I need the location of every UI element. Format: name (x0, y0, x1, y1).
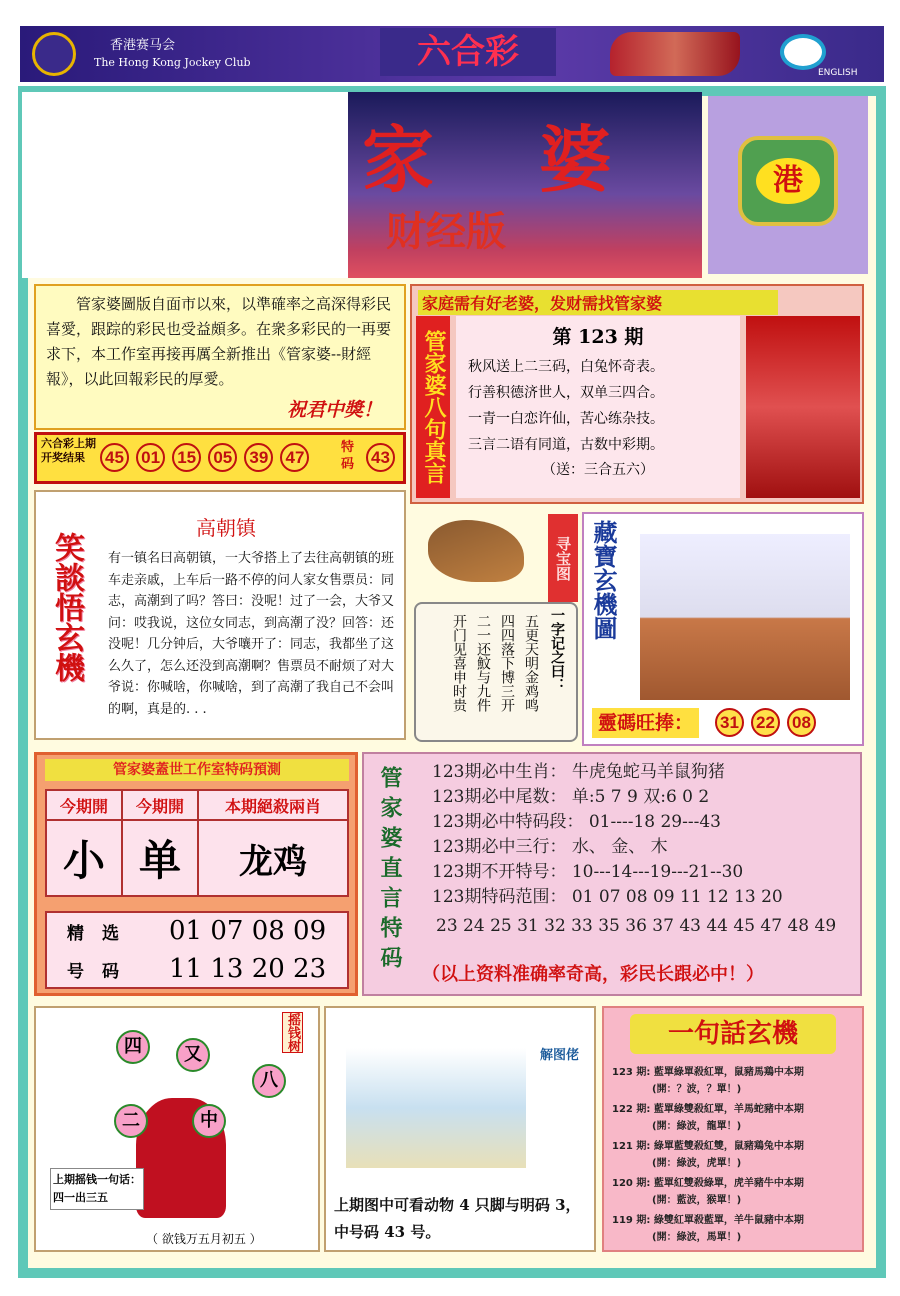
riddle-line: 藍單綠單殺紅單，鼠豬馬鶏中本期 (653, 1067, 804, 1078)
joke-title: 高朝镇 (196, 516, 256, 540)
col-head-1: 今期開 (46, 790, 122, 820)
pick-panel (45, 911, 349, 989)
poem-headline: 家庭需有好老婆，发财需找管家婆 (418, 290, 778, 315)
riddle-list (612, 1064, 860, 1246)
banner-subtitle: 财经版 (386, 208, 506, 255)
pick-row-1: 01 07 08 09 (169, 916, 327, 946)
poem-box (410, 284, 864, 504)
banner-title: 家 婆 (362, 117, 652, 202)
result-ball: 15 (172, 443, 201, 472)
joke-text: 有一镇名曰高朝镇，一大爷搭上了去往高朝镇的班车走亲戚，上车后一路不停的问人家女售票员：同志，高潮到了吗？答曰：没呢！过了一会，大爷又问：哎我说，这位女同志，到高潮了没？回答：还没呢！几分钟后，大爷嚷开了：同志，我都坐了这么久了，怎么还没到高潮啊？售票员不耐烦了对大爷说：你喊啥，你喊啥，到了高潮了我自己不会叫的啊，真是的. . . (108, 551, 395, 717)
special-label: 特码 (341, 440, 355, 472)
lotto-logo-icon (780, 34, 826, 70)
pred-value-1: 小 (46, 820, 122, 896)
poem-issue: 第 123 期 (552, 326, 644, 348)
direct-extra: 23 24 25 31 32 33 35 36 37 43 44 45 47 48 49 (436, 916, 837, 936)
riddle-issue: 120 期: (612, 1178, 651, 1189)
scroll-column: 五更天明金鸡鸣 (523, 614, 539, 712)
lucky-ball: 08 (787, 708, 816, 737)
poem-line: 行善积德济世人，双单三四合。 (468, 385, 664, 401)
scroll-column: 一字记之曰： (549, 608, 565, 692)
scroll-column: 开门见喜申时贵 (451, 614, 467, 712)
poem-line: 三言二语有同道，古数中彩期。 (468, 437, 664, 453)
scroll-column: 四四落下博三开 (499, 614, 515, 712)
riddle-answer: (開：綠波，龍單！) (652, 1121, 742, 1132)
puzzle-box (324, 1006, 596, 1252)
riddle-item (612, 1212, 860, 1246)
scroll-column: 二一还魰与九件 (475, 614, 491, 712)
treasure-box (582, 512, 864, 746)
result-ball: 39 (244, 443, 273, 472)
org-name-en: The Hong Kong Jockey Club (94, 56, 251, 69)
riddle-item (612, 1138, 860, 1172)
puzzle-badge: 解图佬 (540, 1048, 580, 1063)
riddle-issue: 122 期: (612, 1104, 651, 1115)
direct-line: 123期不开特号： 10---14---19---21--30 (432, 862, 744, 882)
tree-tag: 摇钱树 (282, 1012, 303, 1053)
joke-side-title: 笑談悟玄機 (49, 532, 84, 682)
pick-row-2: 11 13 20 23 (169, 954, 327, 984)
workshop-box (34, 752, 358, 996)
riddle-line: 綠雙紅單殺藍單，羊牛鼠豬中本期 (653, 1215, 804, 1226)
treasure-stamp: 寻宝图 (548, 514, 578, 602)
riddle-line: 綠單藍雙殺紅雙，鼠豬鶏兔中本期 (653, 1141, 804, 1152)
riddle-issue: 119 期: (612, 1215, 651, 1226)
tree-fruit: 又 (176, 1038, 210, 1072)
tree-fruit: 四 (116, 1030, 150, 1064)
banner-white-block (22, 92, 348, 278)
pick-label-1: 精选 (67, 924, 137, 944)
riddle-item (612, 1064, 860, 1098)
direct-lines (432, 760, 783, 910)
riddle-answer: (開：綠波，馬單！) (652, 1232, 742, 1243)
direct-box (362, 752, 862, 996)
tree-fruit: 二 (114, 1104, 148, 1138)
riddle-issue: 121 期: (612, 1141, 651, 1152)
org-name-cn: 香港赛马会 (110, 38, 176, 53)
col-head-3: 本期絕殺兩肖 (198, 790, 348, 820)
tree-note: 上期摇钱一句话：四一出三五 (50, 1168, 144, 1210)
riddle-title: 一句話玄機 (630, 1014, 836, 1054)
riddle-answer: (開：藍波，猴單！) (652, 1195, 742, 1206)
last-result-bar (34, 432, 406, 484)
poem-note: （送：三合五六） (542, 462, 654, 478)
last-result-label: 六合彩上期开奖结果 (41, 437, 96, 464)
result-ball: 47 (280, 443, 309, 472)
result-ball: 01 (136, 443, 165, 472)
direct-line: 123期特码范围： 01 07 08 09 11 12 13 20 (432, 887, 783, 907)
prediction-table (45, 789, 349, 897)
hk-lantern-panel (708, 96, 868, 274)
col-head-2: 今期開 (122, 790, 198, 820)
intro-wish: 祝君中獎！ (286, 399, 382, 421)
riddle-answer: (開：？波，？單！) (652, 1084, 742, 1095)
direct-line: 123期必中尾数： 单:5 7 9 双:6 0 2 (432, 787, 710, 807)
scroll-paper (414, 602, 578, 742)
riddle-line: 藍單紅雙殺綠單，虎羊豬牛中本期 (653, 1178, 804, 1189)
direct-line: 123期必中特码段： 01----18 29---43 (432, 812, 721, 832)
riddle-item (612, 1101, 860, 1135)
poem-line: 一青一白恋许仙，苦心练杂技。 (468, 411, 664, 427)
intro-text: 管家婆圖版自面市以來，以準確率之高深得彩民喜愛，跟踪的彩民也受益頗多。在衆多彩民的一再要求下，本工作室再接再厲全新推出《管家婆--財經報》，以此回報彩民的厚愛。 (46, 295, 392, 388)
lucky-ball: 22 (751, 708, 780, 737)
direct-footer: （以上资料准确率奇高，彩民长跟必中！） (422, 964, 764, 985)
lucky-ball: 31 (715, 708, 744, 737)
riddle-item (612, 1175, 860, 1209)
direct-line: 123期必中三行： 水、 金、 木 (432, 837, 668, 857)
result-ball: 05 (208, 443, 237, 472)
tree-fruit: 中 (192, 1104, 226, 1138)
pred-value-3: 龙鸡 (198, 820, 348, 896)
pick-label-2: 号码 (67, 962, 137, 982)
english-link[interactable]: ENGLISH (818, 68, 858, 78)
horses-icon (610, 32, 740, 76)
intro-box (34, 284, 406, 430)
riddle-answer: (開：綠波，虎單！) (652, 1158, 742, 1169)
poem-side-title: 管家婆八句真言 (416, 316, 450, 498)
joke-box (34, 490, 406, 740)
bride-image (746, 316, 860, 498)
treasure-label: 靈碼旺捧： (592, 708, 699, 738)
special-ball: 43 (366, 443, 395, 472)
tree-fruit: 八 (252, 1064, 286, 1098)
header-title: 六合彩 (380, 28, 556, 76)
riddle-line: 藍單綠雙殺紅單，羊馬蛇豬中本期 (653, 1104, 804, 1115)
top-header (20, 26, 884, 82)
result-ball: 45 (100, 443, 129, 472)
tree-box (34, 1006, 320, 1252)
treasure-side-title: 藏寶玄機圖 (589, 520, 618, 640)
riddle-issue: 123 期: (612, 1067, 651, 1078)
pred-value-2: 单 (122, 820, 198, 896)
riddle-box (602, 1006, 864, 1252)
lantern-badge: 港 (756, 158, 820, 204)
poem-line: 秋风送上二三码，白兔怀奇表。 (468, 359, 664, 375)
tree-caption: （ 欲钱万五月初五 ） (146, 1232, 262, 1246)
banner (22, 92, 702, 278)
elephant-image (346, 1048, 526, 1168)
last-result-balls (99, 443, 310, 472)
workshop-title: 管家婆蓋世工作室特码預測 (45, 759, 349, 781)
poem-panel (456, 316, 740, 498)
direct-side-title: 管家婆直言特码 (377, 766, 403, 976)
direct-line: 123期必中生肖： 牛虎兔蛇马羊鼠狗猪 (432, 762, 725, 782)
puzzle-text: 上期图中可看动物 4 只脚与明码 3，中号码 43 号。 (334, 1196, 581, 1241)
jockey-club-logo (32, 32, 76, 76)
well-image (640, 534, 850, 700)
